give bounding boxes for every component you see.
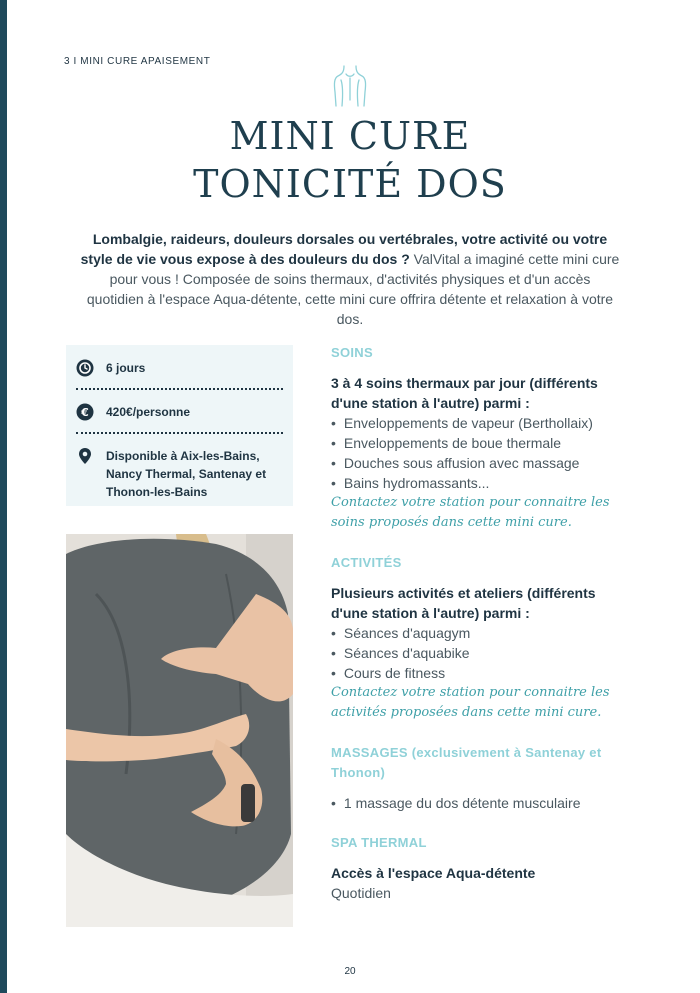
list-item: • Enveloppements de boue thermale [331, 433, 631, 453]
page-title-line-2: TONICITÉ DOS [193, 162, 507, 206]
activites-note: Contactez votre station pour connaitre les activités proposées dans cette mini cure. [331, 685, 610, 720]
svg-text:€: € [81, 406, 89, 419]
list-item: • Douches sous affusion avec massage [331, 453, 631, 473]
spa-subtitle: Accès à l'espace Aqua-détente [331, 865, 536, 881]
location-pin-icon [76, 447, 94, 465]
availability-row [76, 447, 283, 501]
massages-section [331, 743, 631, 813]
list-item: • Séances d'aquabike [331, 643, 631, 663]
activites-section [331, 553, 631, 723]
spa-title: SPA THERMAL [331, 835, 427, 850]
info-box [66, 345, 293, 506]
back-massage-illustration [66, 534, 293, 927]
price-text: 420€/personne [106, 405, 191, 419]
availability-text: Disponible à Aix-les-Bains, Nancy Thermal, Santenay et Thonon-les-Bains [106, 449, 267, 499]
back-massage-photo [66, 534, 293, 927]
activites-subtitle: Plusieurs activités et ateliers (différents d'une station à l'autre) parmi : [331, 585, 596, 621]
soins-section [331, 343, 631, 533]
massages-list [331, 793, 631, 813]
divider [76, 432, 283, 434]
intro-text: ValVital a imaginé cette mini cure pour vous ! Composée de soins thermaux, d'activités physiques et d'un accès quotidien à l'espace Aqua-détente, cette mini cure offrira détente et relaxation à votre dos. [86, 251, 620, 327]
activites-title: ACTIVITÉS [331, 555, 402, 570]
intro-bold: Lombalgie, raideurs, douleurs dorsales ou vertébrales, votre activité ou votre style de vie vous expose à des douleurs du dos ? [80, 231, 608, 267]
intro-paragraph [80, 229, 620, 329]
price-row [76, 403, 283, 421]
page-title-line-1: MINI CURE [229, 114, 471, 158]
list-item: • Bains hydromassants... [331, 473, 631, 493]
soins-list [331, 413, 631, 493]
activites-list [331, 623, 631, 683]
divider [76, 388, 283, 390]
list-item: • Séances d'aquagym [331, 623, 631, 643]
spa-text: Quotidien [331, 885, 391, 901]
soins-title: SOINS [331, 345, 373, 360]
duration-text: 6 jours [106, 361, 146, 375]
clock-icon [76, 359, 94, 377]
euro-coin-icon [76, 403, 94, 421]
page-number: 20 [344, 966, 356, 977]
running-header: 3 I MINI CURE APAISEMENT [64, 56, 211, 67]
soins-subtitle: 3 à 4 soins thermaux par jour (différents d'une station à l'autre) parmi : [331, 375, 598, 411]
soins-note: Contactez votre station pour connaitre les soins proposés dans cette mini cure. [331, 495, 610, 530]
duration-row [76, 359, 283, 377]
massages-title: MASSAGES (exclusivement à Santenay et Thonon) [331, 745, 602, 780]
list-item: • Cours de fitness [331, 663, 631, 683]
list-item: • Enveloppements de vapeur (Berthollaix) [331, 413, 631, 433]
spa-section [331, 833, 631, 903]
list-item: • 1 massage du dos détente musculaire [331, 793, 631, 813]
back-silhouette-icon [330, 64, 370, 108]
